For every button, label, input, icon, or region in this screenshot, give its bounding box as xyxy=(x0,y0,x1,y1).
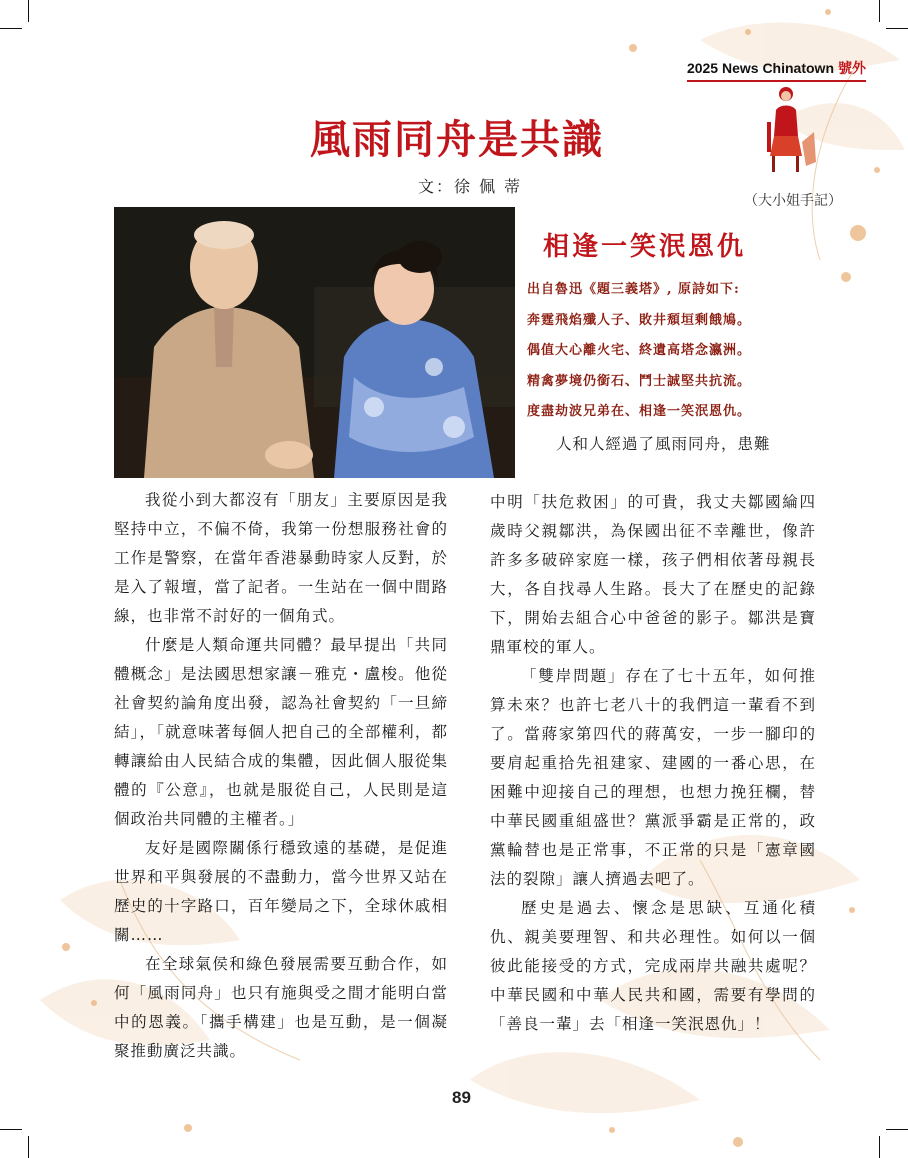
left-column xyxy=(114,486,448,1066)
columnist-illustration xyxy=(762,82,818,174)
paragraph: 什麼是人類命運共同體？最早提出「共同體概念」是法國思想家讓－雅克・盧梭。他從社會契約論角度出發，認為社會契約「一旦締結」，「就意味著每個人把自己的全部權利，都轉讓給由人民結合成的集體，因此個人服從集體的『公意』，也就是服從自己，人民則是這個政治共同體的主權者。」 xyxy=(114,636,448,828)
paragraph: 歷史是過去、懷念是思缺、互通化積仇、親美要理智、和共必理性。如何以一個彼此能接受的方式，完成兩岸共融共處呢？中華民國和中華人民共和國，需要有學問的「善良一輩」去「相逢一笑泯恩仇」！ xyxy=(490,899,816,1033)
paragraph: 「雙岸問題」存在了七十五年，如何推算未來？也許七老八十的我們這一輩看不到了。當蔣家第四代的蔣萬安，一步一腳印的要肩起重拾先祖建家、建國的一番心思，在困難中迎接自己的理想，也想力挽狂欄，替中華民國重組盛世？黨派爭霸是正常的，政黨輪替也是正常事，不正常的只是「憲章國法的裂隙」讓人擠過去吧了。 xyxy=(490,667,816,888)
page-number: 89 xyxy=(452,1088,471,1107)
paragraph: 在全球氣侯和綠色發展需要互動合作，如何「風雨同舟」也只有施與受之間才能明白當中的恩義。「攜手構建」也是互動，是一個凝聚推動廣泛共識。 xyxy=(114,955,448,1060)
poem-line: 出自魯迅《題三義塔》, 原詩如下: xyxy=(527,282,740,297)
publication-name: 2025 News Chinatown xyxy=(686,60,834,76)
right-column xyxy=(490,488,816,1039)
paragraph: 人和人經過了風雨同舟，患難 xyxy=(556,435,771,453)
poem-line: 精禽夢境仍銜石、鬥士誠堅共抗流。 xyxy=(527,373,752,389)
paragraph: 我從小到大都沒有「朋友」主要原因是我堅持中立，不偏不倚，我第一份想服務社會的工作是警察，在當年香港暴動時家人反對，於是入了報壇，當了記者。一生站在一個中間路線，也非常不討好的一個角式。 xyxy=(114,491,448,625)
issue-label: 號外 xyxy=(838,60,866,76)
right-column-lead xyxy=(525,430,815,459)
author-byline: 文：徐 佩 蒂 xyxy=(418,177,523,196)
column-tag: （大小姐手記） xyxy=(744,193,842,209)
poem-line: 偶值大心離火宅、終遺高塔念瀛洲。 xyxy=(527,343,752,358)
poem-block xyxy=(527,280,827,433)
poem-line: 度盡劫波兄弟在、相逢一笑泯恩仇。 xyxy=(527,404,752,419)
paragraph: 中明「扶危救困」的可貴，我丈夫鄒國綸四歲時父親鄒洪，為保國出征不幸離世，像許許多多破碎家庭一樣，孩子們相依著母親長大，各自找尋人生路。長大了在歷史的記錄下，開始去組合心中爸爸的影子。鄒洪是寶鼎軍校的軍人。 xyxy=(490,493,816,656)
paragraph: 友好是國際關係行穩致遠的基礎，是促進世界和平與發展的不盡動力，當今世界又站在歷史的十字路口，百年變局之下，全球休戚相關…… xyxy=(114,839,448,944)
publication-header xyxy=(687,58,866,82)
poem-line: 奔霆飛焰殲人子、敗井頹垣剩餓鳩。 xyxy=(527,312,752,328)
article-title: 風雨同舟是共識 xyxy=(310,117,604,163)
couple-photo xyxy=(114,207,515,478)
section-subtitle: 相逢一笑泯恩仇 xyxy=(543,232,747,262)
